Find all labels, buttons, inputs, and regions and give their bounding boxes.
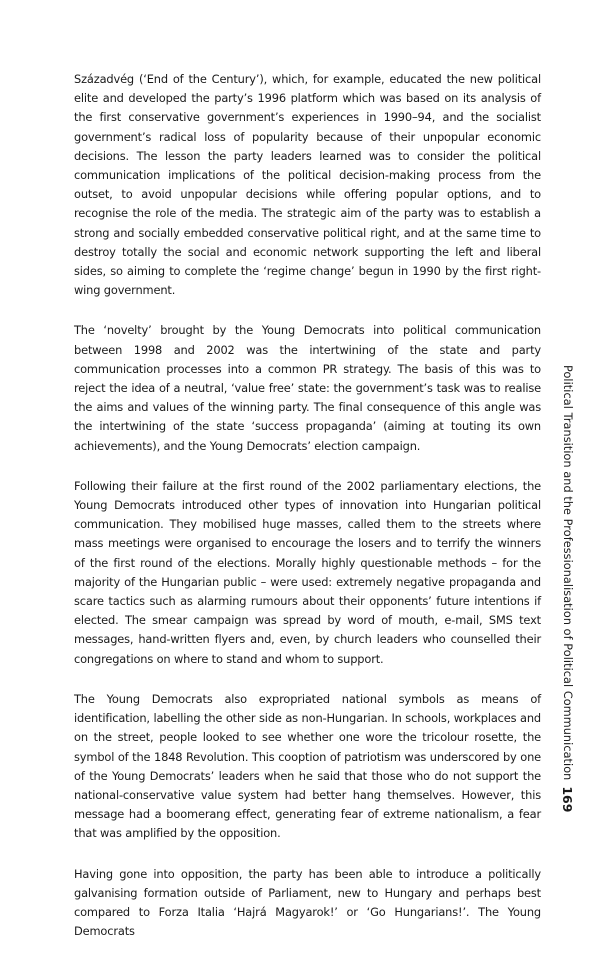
page-number: 169	[560, 786, 576, 813]
paragraph-4: The Young Democrats also expropriated national symbols as means of identification, labelling the other side as non-Hungarian. In schools, workplaces and on the street, people looked to see whether one wore the tricolour rosette, the symbol of the 1848 Revolution. This cooption of patriotism was underscored by one of the Young Democrats’ leaders when he said that those who do not support the national-conservative value system had better hang themselves. However, this message had a boomerang effect, generating fear of extreme nationalism, a fear that was amplified by the opposition.	[74, 691, 541, 841]
paragraph-2: The ‘novelty’ brought by the Young Democrats into political communication between 1998 and 2002 was the intertwining of the state and party communication processes into a common PR strategy. The basis of this was to reject the idea of a neutral, ‘value free’ state: the government’s task was to realise the aims and values of the winning party. The final consequence of this angle was the intertwining of the state ‘success propaganda’ (aiming at touting its own achievements), and the Young Democrats’ election campaign.	[74, 323, 541, 453]
running-title: Political Transition and the Professionalisation of Political Communication	[561, 365, 575, 781]
paragraph-1: Századvég (‘End of the Century’), which, for example, educated the new political elite and developed the party’s 1996 platform which was based on its analysis of the first conservative government’s experiences in 1990–94, and the socialist government’s radical loss of popularity because of their unpopular economic decisions. The lesson the party leaders learned was to consider the political communication implications of the political decision-making process from the outset, to avoid unpopular decisions while offering popular options, and to recognise the role of the media. The strategic aim of the party was to establish a strong and socially embedded conservative political right, and at the same time to destroy totally the social and economic network supporting the left and liberal sides, so aiming to complete the ‘regime change’ begun in 1990 by the first right-wing government.	[74, 72, 541, 298]
vertical-running-header	[556, 365, 580, 813]
paragraph-3: Following their failure at the first round of the 2002 parliamentary elections, the Young Democrats introduced other types of innovation into Hungarian political communication. They mobilised huge masses, called them to the streets where mass meetings were organised to encourage the losers and to terrify the winners of the first round of the elections. Morally highly questionable methods – for the majority of the Hungarian public – were used: extremely negative propaganda and scare tactics such as alarming rumours about their opponents’ future intentions if elected. The smear campaign was spread by word of mouth, e-mail, SMS text messages, hand-written flyers and, even, by church leaders who counselled their congregations on where to stand and whom to support.	[74, 478, 541, 666]
paragraph-5: Having gone into opposition, the party has been able to introduce a politically galvanising formation outside of Parliament, new to Hungary and perhaps best compared to Forza Italia ‘Hajrá Magyarok!’ or ‘Go Hungarians!’. The Young Democrats	[74, 866, 541, 939]
body-text	[74, 70, 541, 962]
